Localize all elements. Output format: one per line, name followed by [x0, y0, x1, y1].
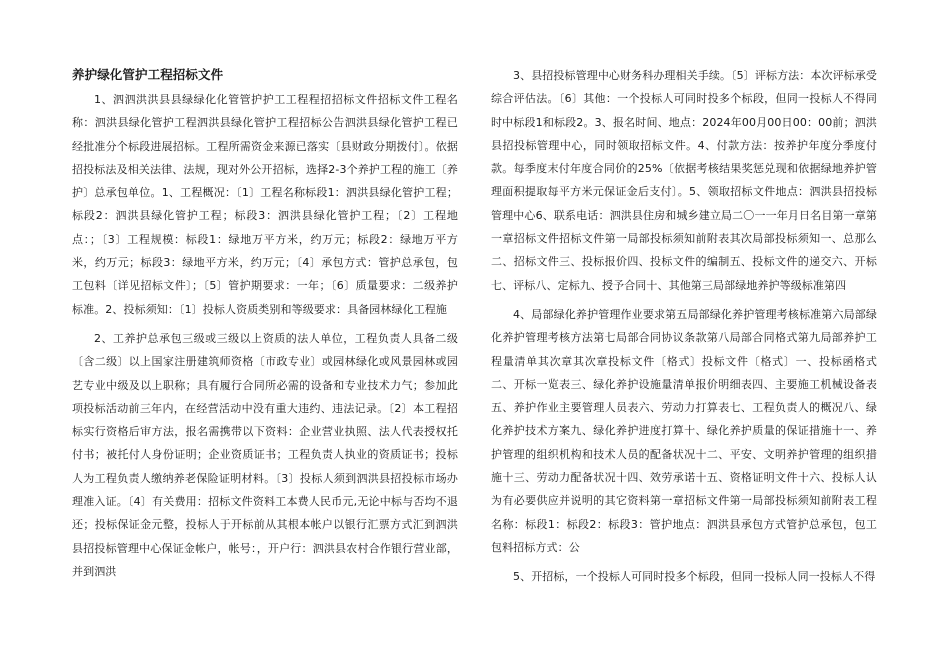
right-column [491, 64, 877, 595]
document-title: 养护绿化管护工程招标文件 [72, 67, 224, 82]
paragraph-1: 1、泗泗洪洪县县绿绿化化管管护护工工程程招招标文件招标文件工程名称：泗洪县绿化管护工程泗洪县绿化管护工程招标公告泗洪县绿化管护工程已经批准分个标段进展招标。工程所需资金来源已落实〔县财政分期拨付〕。依据招投标法及相关法律、法规，现对外公开招标，选择2-3个养护工程的施工〔养护〕总承包单位。1、工程概况：〔1〕工程名称标段1：泗洪县绿化管护工程；标段2：泗洪县绿化管护工程；标段3：泗洪县绿化管护工程；〔2〕工程地点：；〔3〕工程规模：标段1：绿地万平方米，约万元；标段2：绿地万平方米，约万元；标段3：绿地平方米，约万元；〔4〕承包方式：管护总承包，包工包料〔详见招标文件〕；〔5〕管护期要求：一年；〔6〕质量要求：二级养护标准。2、投标须知：〔1〕投标人资质类别和等级要求：具备园林绿化工程施 [72, 93, 458, 316]
paragraph-3: 3、县招投标管理中心财务科办理相关手续。〔5〕评标方法：本次评标承受综合评估法。〔6〕其他：一个投标人可同时投多个标段，但同一投标人不得同时中标段1和标段2。3、报名时间、地点：2024年00月00日00：00前；泗洪县招投标管理中心，同时领取招标文件。4、付款方法：按养护年度分季度付款。每季度末付年度合同价的25%〔依据考核结果奖惩兑现和依据绿地养护管理面积提取每平方米元保证金后支付〕。5、领取招标文件地点：泗洪县招投标管理中心6、联系电话：泗洪县住房和城乡建立局二〇一一年月日名目第一章第一章招标文件招标文件第一局部投标须知前附表其次局部投标须知一、总那么二、招标文件三、投标报价四、投标文件的编制五、投标文件的递交六、开标七、评标八、定标九、授予合同十、其他第三局部绿地养护等级标准第四 [491, 69, 877, 292]
paragraph-4: 4、局部绿化养护管理作业要求第五局部绿化养护管理考核标准第六局部绿化养护管理考核方法第七局部合同协议条款第八局部合同格式第九局部养护工程量清单其次章其次章投标文件〔格式〕投标文件〔格式〕一、投标函格式二、开标一览表三、绿化养护设施量清单报价明细表四、主要施工机械设备表五、养护作业主要管理人员表六、劳动力打算表七、工程负责人的概况八、绿化养护技术方案九、绿化养护进度打算十、绿化养护质量的保证措施十一、养护管理的组织机构和技术人员的配备状况十二、平安、文明养护管理的组织措施十三、劳动力配备状况十四、效劳承诺十五、资格证明文件十六、投标人认为有必要供应并说明的其它资料第一章招标文件第一局部投标须知前附表工程名称：标段1：标段2：标段3：管护地点：泗洪县承包方式管护总承包，包工包料招标方式：公 [491, 307, 877, 554]
paragraph-2: 2、工养护总承包三级或三级以上资质的法人单位，工程负责人具备二级〔含二级〕以上国家注册建筑师资格〔市政专业〕或园林绿化或风景园林或园艺专业中级及以上职称；具有履行合同所必需的设备和专业技术力气；参加此项投标活动前三年内，在经营活动中没有重大违约、违法记录。〔2〕本工程招标实行资格后审方法，报名需携带以下资料：企业营业执照、法人代表授权托付书；被托付人身份证明；企业资质证书；工程负责人执业的资质证书；投标人为工程负责人缴纳养老保险证明材料。〔3〕投标人须到泗洪县招投标市场办理准入证。〔4〕有关费用：招标文件资料工本费人民币元,无论中标与否均不退还；投标保证金元整，投标人于开标前从其根本帐户以银行汇票方式汇到泗洪县招投标管理中心保证金帐户，帐号：，开户行：泗洪县农村合作银行营业部，并到泗洪 [72, 331, 458, 578]
paragraph-5: 5、开招标，一个投标人可同时投多个标段，但同一投标人同一投标人不得 [513, 570, 876, 584]
left-column [72, 64, 458, 589]
